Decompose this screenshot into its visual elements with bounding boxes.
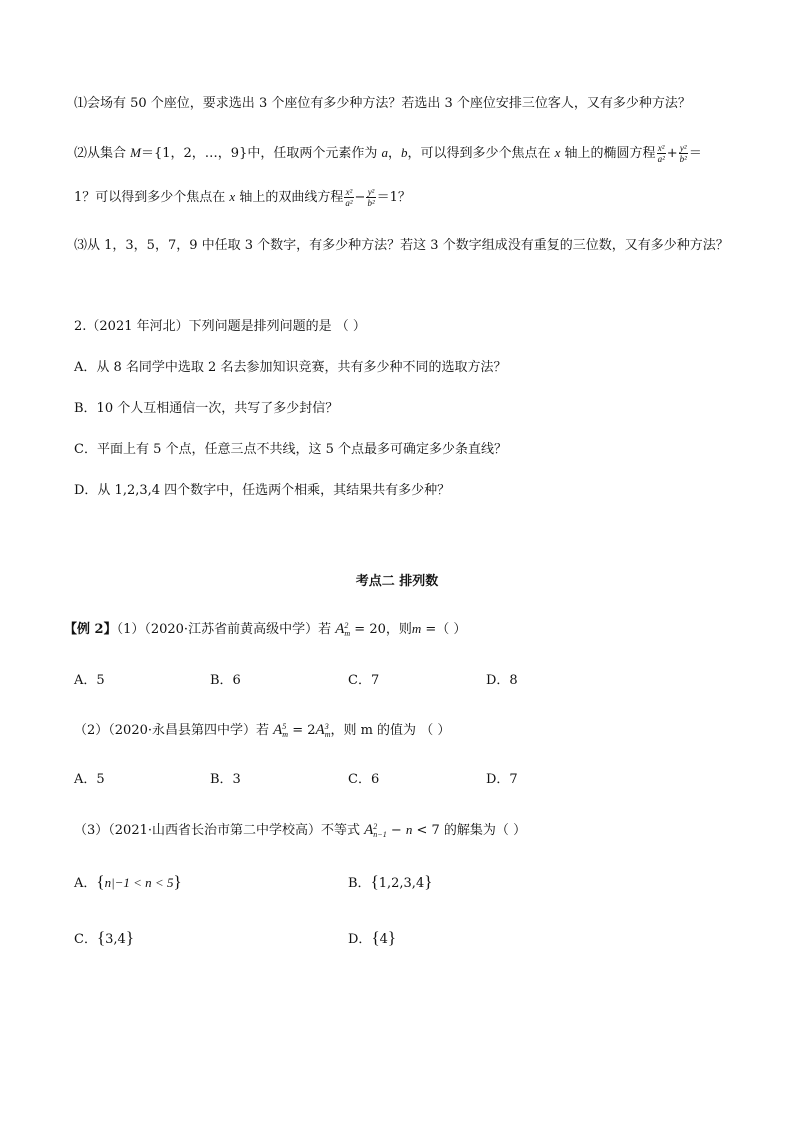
ex2-part1: 【例 2】（1）（2020·江苏省前黄高级中学）若 A 2 m = 20，则m =（ ） — [64, 620, 467, 638]
ellipse-x-fraction: $\frac{\text{x²}}{\text{a²}}$ — [657, 143, 665, 164]
ex2-3-option-d: D．{4} — [348, 928, 397, 947]
ex2-2-option-c: C．6 — [348, 772, 380, 787]
ex2-3-option-a: A．{n|−1 < n < 5} — [74, 872, 182, 891]
hyperbola-y-fraction: $\frac{\text{y²}}{\text{b²}}$ — [367, 187, 375, 208]
q2-option-a: A．从 8 名同学中选取 2 名去参加知识竞赛，共有多少种不同的选取方法？ — [74, 360, 507, 375]
perm-symbol: A — [364, 822, 374, 838]
q1-part2-line2: 1？可以得到多少个焦点在 x 轴上的双曲线方程 $\frac{\text{x²}}{\text{a²}}$ − $\frac{\text{y²}}{\text{b²}}$ ＝1？ — [74, 187, 411, 208]
q1-part1: ⑴会场有 50 个座位，要求选出 3 个座位有多少种方法？若选出 3 个座位安排三位客人，又有多少种方法？ — [74, 96, 691, 111]
ex2-2-option-b: B．3 — [210, 772, 241, 787]
ex2-1-option-b: B．6 — [210, 673, 241, 688]
q1-part3: ⑶从 1，3，5，7，9 中任取 3 个数字，有多少种方法？若这 3 个数字组成没有重复的三位数，又有多少种方法？ — [74, 238, 729, 253]
section-title: 考点二 排列数 — [355, 574, 439, 589]
perm-symbol: A — [273, 722, 283, 738]
ex2-1-option-c: C．7 — [348, 673, 380, 688]
ex2-part2: （2）（2020·永昌县第四中学）若 A 5 m = 2A 3 m ，则 m 的值为 （ ） — [74, 721, 451, 739]
perm-symbol: A — [315, 722, 325, 738]
q2-stem: 2.（2021 年河北）下列问题是排列问题的是 （ ） — [74, 319, 366, 334]
ex2-2-option-d: D．7 — [486, 772, 518, 787]
q2-option-d: D．从 1,2,3,4 四个数字中，任选两个相乘，其结果共有多少种？ — [74, 483, 451, 498]
example-tag: 【例 2】 — [64, 622, 117, 637]
ellipse-y-fraction: $\frac{\text{y²}}{\text{b²}}$ — [679, 143, 687, 164]
ex2-1-option-a: A．5 — [74, 673, 105, 688]
ex2-3-option-c: C．{3,4} — [74, 928, 134, 947]
ex2-1-option-d: D．8 — [486, 673, 518, 688]
ex2-3-option-b: B．{1,2,3,4} — [348, 872, 433, 891]
q2-option-b: B．10 个人互相通信一次，共写了多少封信？ — [74, 401, 339, 416]
ex2-part3: （3）（2021·山西省长治市第二中学校高）不等式 A 2 n−1 − n < 7 的解集为（ ） — [74, 821, 527, 839]
ex2-2-option-a: A．5 — [74, 772, 105, 787]
q1-part2-line1: ⑵从集合 M＝{1，2，…，9}中，任取两个元素作为 a，b，可以得到多少个焦点在 x 轴上的椭圆方程 $\frac{\text{x²}}{\text{a²}}$ + $\frac{\text{y²}}{\text{b²}}$ ＝ — [74, 143, 702, 164]
hyperbola-x-fraction: $\frac{\text{x²}}{\text{a²}}$ — [345, 187, 353, 208]
q2-option-c: C．平面上有 5 个点，任意三点不共线，这 5 个点最多可确定多少条直线？ — [74, 442, 508, 457]
perm-symbol: A — [335, 621, 345, 637]
